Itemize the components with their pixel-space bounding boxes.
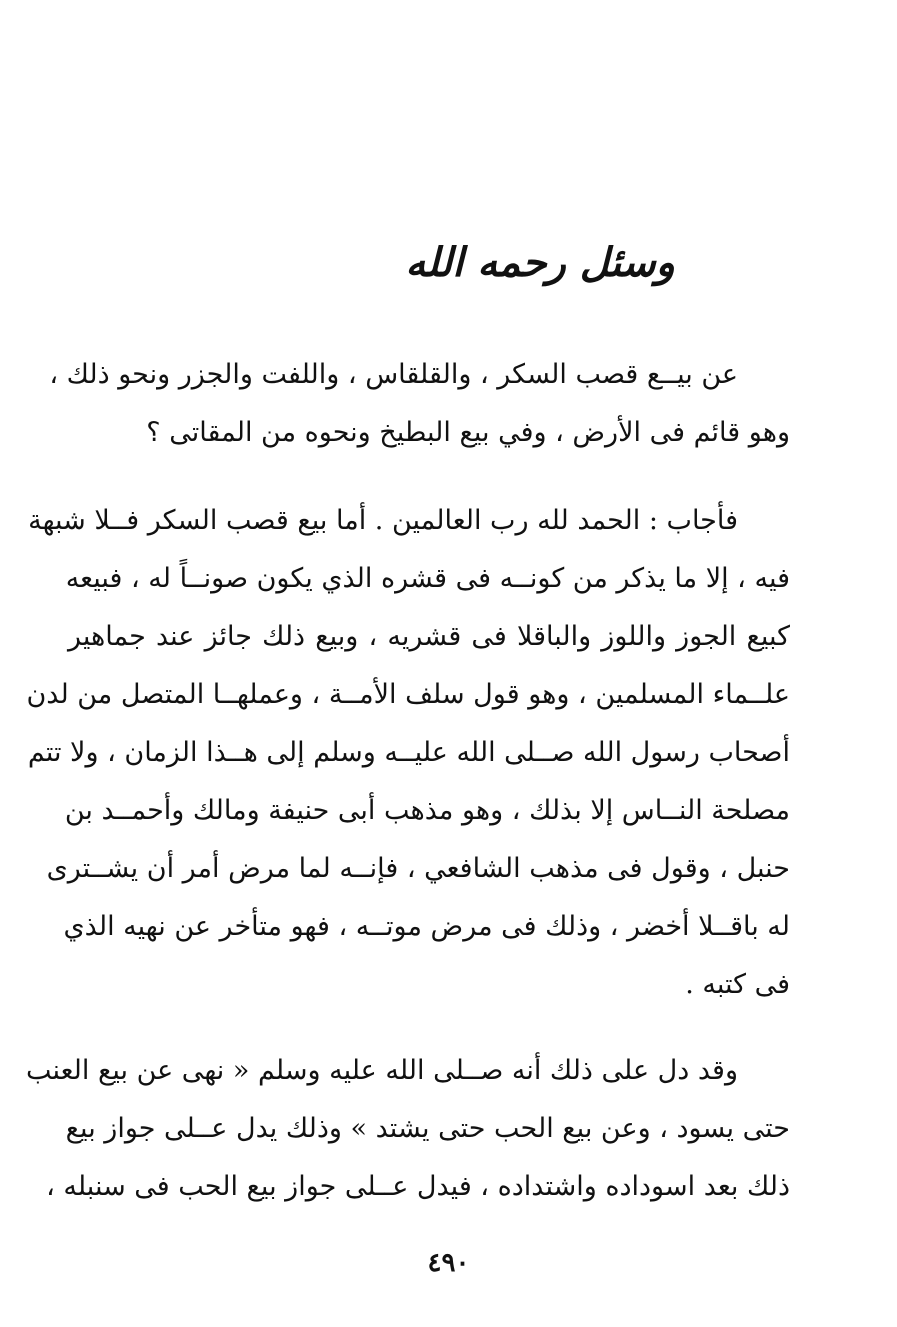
question-line: عن بيــع قصب السكر ، والقلقاس ، واللفت والجزر ونحو ذلك ،: [49, 359, 738, 390]
answer-line: حنبل ، وقول فى مذهب الشافعي ، فإنــه لما مرض أمر أن يشــترى: [46, 853, 790, 884]
answer-line: فأجاب : الحمد لله رب العالمين . أما بيع قصب السكر فــلا شبهة: [28, 505, 738, 536]
answer-line: علــماء المسلمين ، وهو قول سلف الأمــة ، وعملهــا المتصل من لدن: [26, 679, 790, 710]
answer-line: له باقــلا أخضر ، وذلك فى مرض موتــه ، فهو متأخر عن نهيه الذي: [63, 911, 790, 942]
answer-line: فيه ، إلا ما يذكر من كونــه فى قشره الذي يكون صونــاً له ، فبيعه: [65, 563, 790, 594]
answer-line: مصلحة النــاس إلا بذلك ، وهو مذهب أبى حنيفة ومالك وأحمــد بن: [64, 795, 790, 826]
question-line: وهو قائم فى الأرض ، وفي بيع البطيخ ونحوه من المقاتى ؟: [146, 417, 790, 448]
question-paragraph: [49, 346, 790, 462]
continuation-line: ذلك بعد اسوداده واشتداده ، فيدل عــلى جواز بيع الحب فى سنبله ،: [46, 1171, 790, 1202]
section-heading: وسئل رحمه الله: [405, 239, 675, 286]
answer-line: فى كتبه .: [685, 969, 790, 1000]
answer-paragraph: [26, 492, 790, 1014]
answer-line: أصحاب رسول الله صــلى الله عليــه وسلم إلى هــذا الزمان ، ولا تتم: [27, 737, 790, 768]
answer-line: كبيع الجوز واللوز والباقلا فى قشريه ، وبيع ذلك جائز عند جماهير: [68, 621, 790, 652]
page-number: ٤٩٠: [427, 1248, 470, 1278]
continuation-line: وقد دل على ذلك أنه صــلى الله عليه وسلم « نهى عن بيع العنب: [25, 1055, 738, 1086]
continuation-paragraph: [25, 1042, 790, 1216]
continuation-line: حتى يسود ، وعن بيع الحب حتى يشتد » وذلك يدل عــلى جواز بيع: [65, 1113, 790, 1144]
